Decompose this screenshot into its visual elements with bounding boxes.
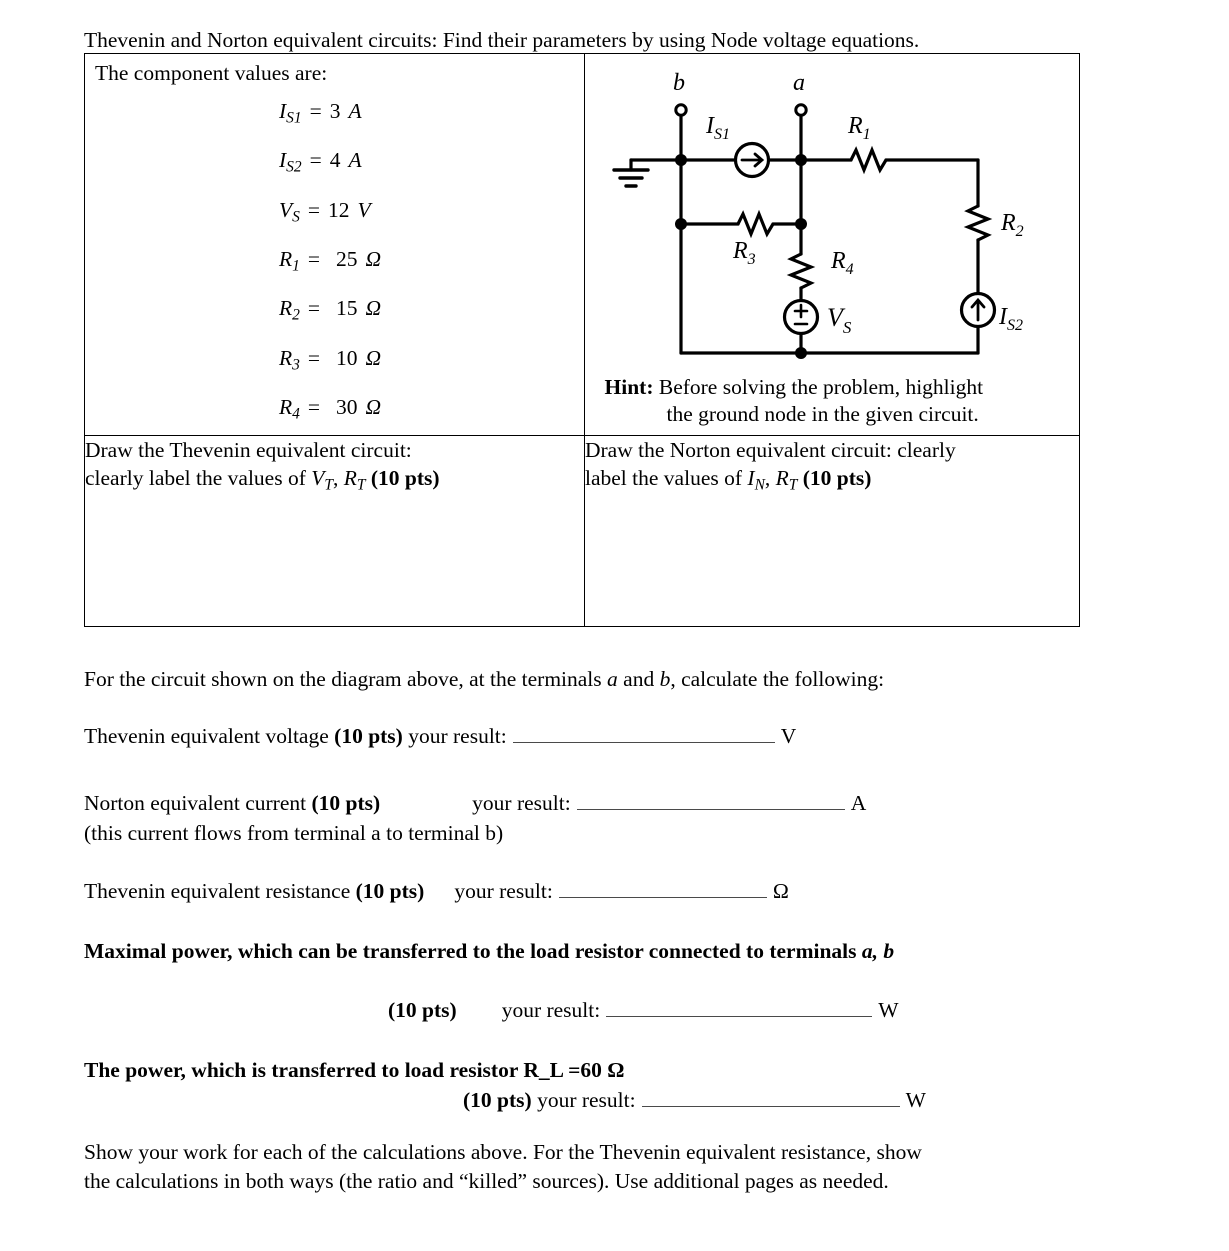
- unit-r2: Ω: [365, 296, 382, 321]
- q2-unit: A: [850, 791, 867, 815]
- unit-r3: Ω: [365, 345, 382, 370]
- value-r2: 15: [336, 296, 358, 321]
- thevenin-vt-sub: T: [324, 476, 333, 494]
- q4-heading-pre: Maximal power, which can be transferred to the load resistor connected to terminals: [84, 939, 862, 963]
- symbol-r1: R: [279, 246, 293, 271]
- intro-sentence: [84, 666, 1094, 693]
- symbol-vs: V: [279, 197, 293, 222]
- r3-resistor-zigzag: [738, 214, 773, 234]
- q5-answer-blank[interactable]: [642, 1087, 900, 1107]
- hint-line-1: Before solving the problem, highlight: [653, 375, 984, 399]
- symbol-is1-sub: S1: [286, 109, 302, 127]
- table-row-draw-tasks: [85, 436, 1080, 627]
- closing-instructions: [84, 1138, 1084, 1196]
- r2-resistor-zigzag: [968, 206, 988, 240]
- thevenin-vt-symbol: V: [311, 466, 325, 491]
- equals-r1: =: [307, 246, 321, 271]
- value-item-r2: [85, 287, 584, 336]
- norton-draw-line1: Draw the Norton equivalent circuit: clearly: [585, 438, 956, 463]
- q5-unit: W: [905, 1088, 926, 1112]
- intro-pre: For the circuit shown on the diagram above, at the terminals: [84, 667, 608, 691]
- circuit-schematic-svg: [593, 58, 1071, 370]
- intro-terminal-a: a: [607, 667, 618, 691]
- value-vs: 12: [328, 197, 350, 222]
- value-r4: 30: [336, 394, 358, 419]
- question-norton-note: [84, 820, 1094, 847]
- symbol-is2: I: [279, 148, 287, 173]
- terminal-a-label: a: [793, 70, 805, 96]
- norton-draw-cell[interactable]: [585, 436, 1080, 627]
- terminal-b-label: b: [673, 70, 685, 96]
- hint-line-2: the ground node in the given circuit.: [666, 402, 979, 426]
- symbol-r2: R: [279, 296, 293, 321]
- q3-unit: Ω: [772, 879, 789, 903]
- r3-label: $R_3$: [733, 238, 756, 268]
- intro-and: and: [617, 667, 660, 691]
- unit-is2: A: [348, 148, 362, 173]
- question-thevenin-voltage: [84, 723, 1094, 750]
- unit-is1: A: [348, 99, 362, 123]
- question-max-power-answer: [84, 997, 1094, 1024]
- q4-heading-terminals: a, b: [861, 939, 895, 963]
- hint-label: Hint:: [604, 375, 654, 399]
- q1-points: (10 pts): [334, 724, 403, 748]
- terminal-b-node-circle: [676, 105, 686, 115]
- table-row-values-circuit: [85, 54, 1080, 436]
- symbol-is1: I: [279, 99, 287, 123]
- q4-unit: W: [878, 998, 899, 1022]
- unit-r1: Ω: [365, 246, 382, 271]
- component-values-list: [85, 90, 584, 435]
- circuit-diagram: [585, 54, 1079, 374]
- value-is1: 3: [329, 99, 341, 123]
- q2-label: Norton equivalent current: [84, 791, 312, 815]
- q2-note: (this current flows from terminal a to terminal b): [84, 821, 504, 845]
- r2-label: $R_2$: [1001, 210, 1024, 240]
- question-load-power-heading: [84, 1057, 1094, 1084]
- unit-r4: Ω: [365, 394, 382, 419]
- thevenin-rt-sub: T: [356, 476, 366, 494]
- symbol-r3-sub: 3: [292, 355, 300, 373]
- symbol-r2-sub: 2: [292, 306, 300, 324]
- thevenin-comma: ,: [333, 466, 344, 491]
- q3-result-label: your result:: [454, 879, 553, 903]
- value-item-is1: [85, 90, 584, 139]
- q1-answer-blank[interactable]: [513, 723, 775, 743]
- r4-resistor-zigzag: [791, 254, 811, 288]
- equals-vs: =: [307, 197, 321, 222]
- thevenin-points: (10 pts): [365, 466, 440, 491]
- q4-answer-blank[interactable]: [606, 997, 872, 1017]
- thevenin-draw-line1: Draw the Thevenin equivalent circuit:: [85, 438, 412, 463]
- equals-r3: =: [307, 345, 321, 370]
- norton-points: (10 pts): [797, 466, 872, 491]
- value-r1: 25: [336, 246, 358, 271]
- symbol-r3: R: [279, 345, 293, 370]
- terminal-a-node-circle: [796, 105, 806, 115]
- q4-result-label: your result:: [501, 998, 601, 1022]
- value-item-r1: [85, 238, 584, 287]
- is1-label: $I_{S1}$: [706, 113, 730, 143]
- question-norton-current: [84, 790, 1094, 817]
- equals-r4: =: [307, 394, 321, 419]
- norton-in-sub: N: [754, 476, 765, 494]
- intro-post: , calculate the following:: [670, 667, 885, 691]
- hint-text: [585, 374, 1079, 432]
- value-r3: 10: [336, 345, 358, 370]
- thevenin-draw-line2-pre: clearly label the values of: [85, 466, 312, 491]
- norton-in-symbol: I: [747, 466, 755, 491]
- closing-line-1: Show your work for each of the calculations above. For the Thevenin equivalent resistance, show: [84, 1140, 922, 1164]
- component-values-heading: The component values are:: [95, 61, 328, 85]
- page-title: Thevenin and Norton equivalent circuits: Find their parameters by using Node voltage equations.: [84, 28, 920, 52]
- r1-resistor-zigzag: [851, 150, 886, 170]
- value-is2: 4: [329, 148, 341, 173]
- problem-table: [84, 53, 1080, 627]
- circuit-diagram-cell: [585, 54, 1080, 436]
- value-item-r4: [85, 386, 584, 435]
- q1-unit: V: [780, 724, 797, 748]
- q1-result-label: your result:: [402, 724, 507, 748]
- thevenin-rt-symbol: R: [343, 466, 357, 491]
- q2-answer-blank[interactable]: [577, 790, 845, 810]
- thevenin-draw-cell[interactable]: [85, 436, 585, 627]
- is2-label: $I_{S2}$: [999, 304, 1023, 334]
- q3-answer-blank[interactable]: [559, 878, 767, 898]
- q5-result-label: your result:: [531, 1088, 636, 1112]
- symbol-is2-sub: S2: [286, 158, 302, 176]
- q3-points: (10 pts): [355, 879, 425, 903]
- q4-points: (10 pts): [388, 998, 457, 1022]
- unit-vs: V: [357, 197, 371, 222]
- vs-label: $V_S$: [827, 303, 852, 337]
- q5-points: (10 pts): [463, 1088, 532, 1112]
- value-item-is2: [85, 139, 584, 188]
- symbol-r1-sub: 1: [292, 257, 300, 275]
- r1-label: $R_1$: [848, 113, 871, 143]
- symbol-r4-sub: 4: [292, 405, 300, 423]
- equals-is2: =: [309, 148, 322, 173]
- norton-comma: ,: [764, 466, 776, 491]
- norton-rt-symbol: R: [775, 466, 789, 491]
- symbol-vs-sub: S: [292, 207, 300, 225]
- symbol-r4: R: [279, 394, 293, 419]
- value-item-r3: [85, 337, 584, 386]
- equals-is1: =: [309, 99, 322, 123]
- q5-heading: The power, which is transferred to load resistor R_L =60 Ω: [84, 1058, 625, 1082]
- intro-terminal-b: b: [659, 667, 671, 691]
- q2-result-label: your result:: [472, 791, 571, 815]
- component-values-cell: [85, 54, 585, 436]
- value-item-vs: [85, 189, 584, 238]
- norton-rt-sub: T: [788, 476, 798, 494]
- question-thevenin-resistance: [84, 878, 1094, 905]
- norton-draw-line2-pre: label the values of: [585, 466, 748, 491]
- equals-r2: =: [307, 296, 321, 321]
- q2-points: (10 pts): [311, 791, 381, 815]
- r4-label: $R_4$: [831, 248, 854, 278]
- closing-line-2: the calculations in both ways (the ratio and “killed” sources). Use additional pages as needed.: [84, 1169, 889, 1193]
- question-load-power-answer: [84, 1087, 1094, 1114]
- q1-label: Thevenin equivalent voltage: [84, 724, 335, 748]
- q3-label: Thevenin equivalent resistance: [84, 879, 356, 903]
- ground-icon: [614, 170, 648, 186]
- question-max-power-heading: [84, 938, 1094, 965]
